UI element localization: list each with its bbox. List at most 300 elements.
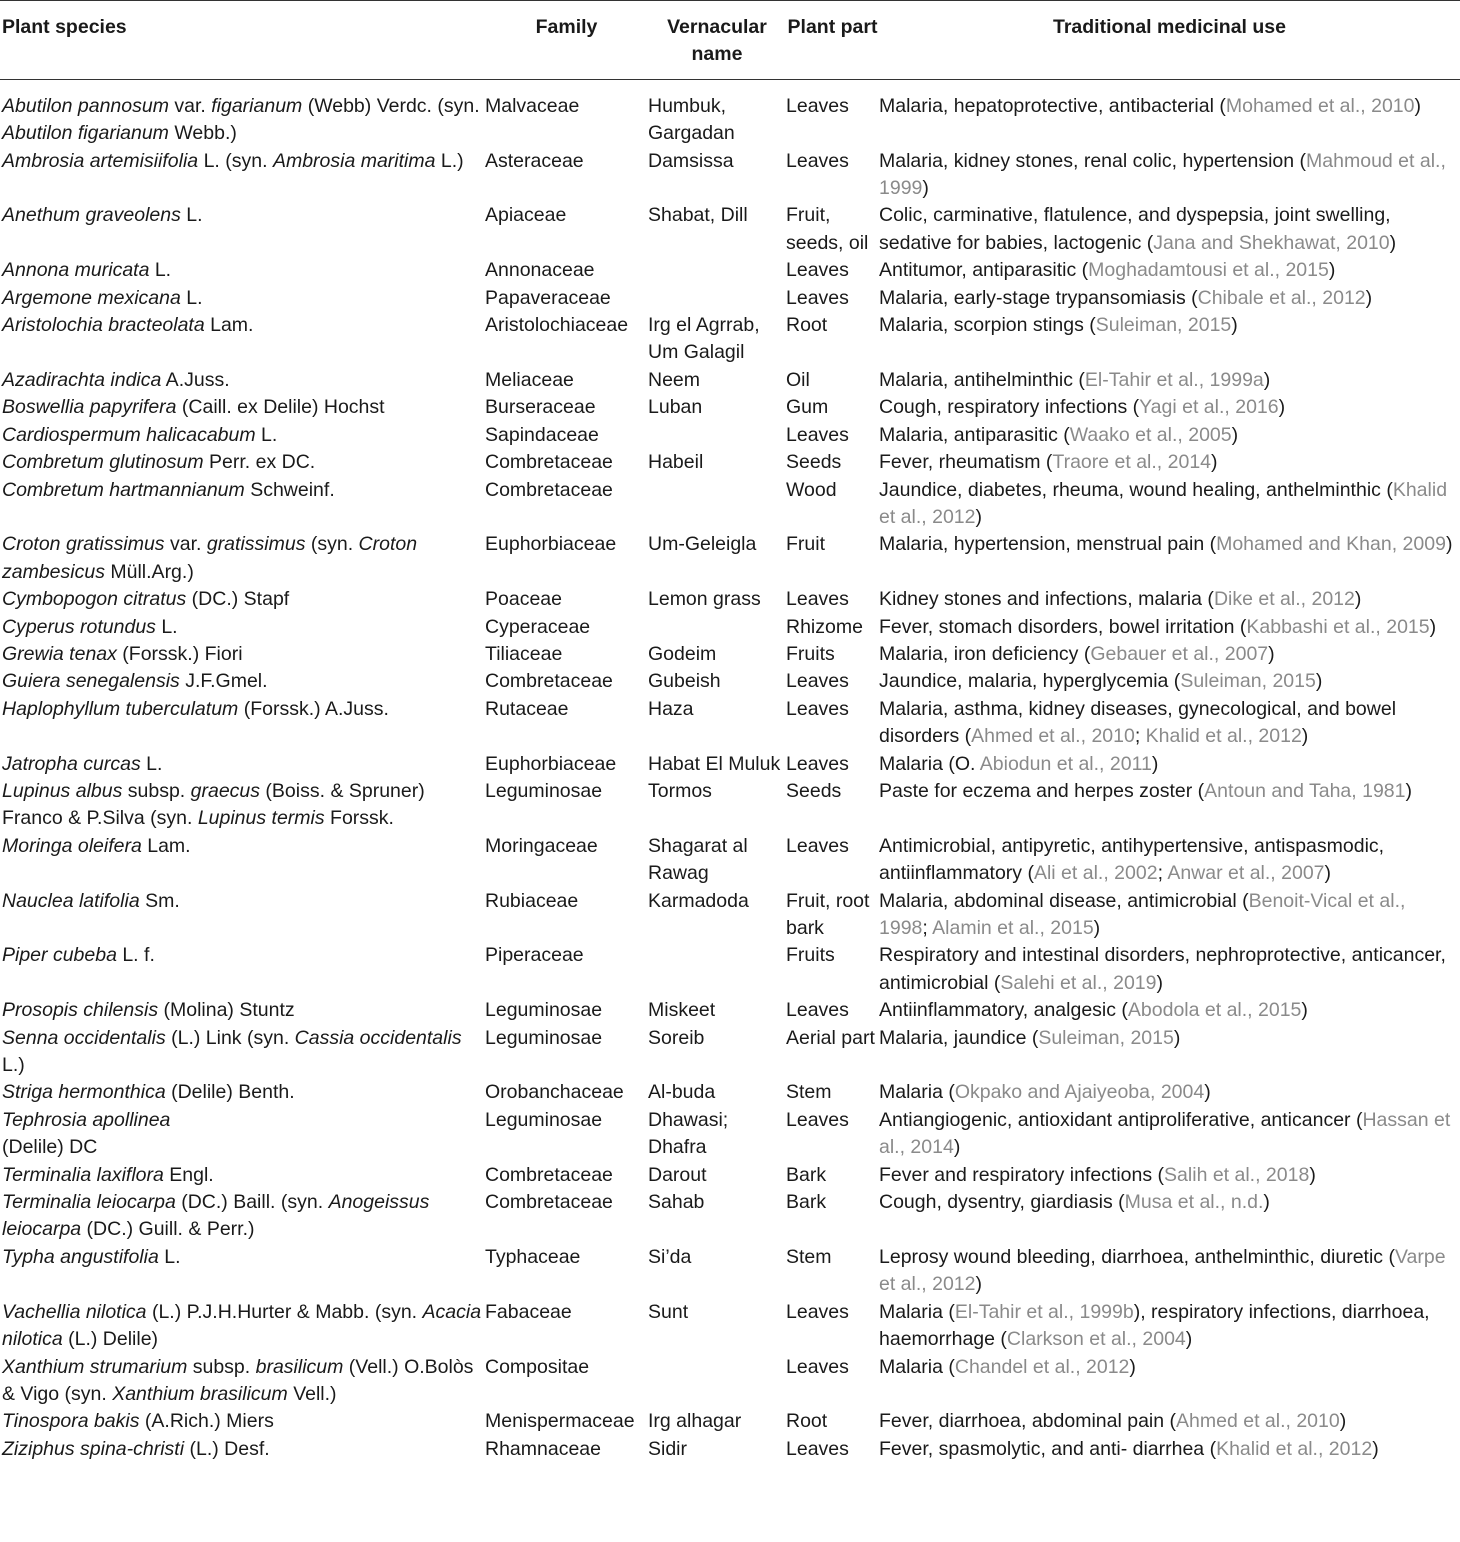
vernacular-name-cell: Damsissa	[648, 149, 734, 172]
plant-species-cell	[0, 614, 485, 641]
table-row	[0, 312, 1460, 367]
traditional-use-cell	[879, 531, 1460, 586]
family-cell: Papaveraceae	[485, 286, 611, 309]
plant-species-cell	[0, 257, 485, 284]
family-cell: Rhamnaceae	[485, 1437, 601, 1460]
italic-name: figarianum	[211, 94, 303, 117]
family-cell: Compositae	[485, 1355, 590, 1378]
text-fragment: (A.Rich.) Miers	[139, 1410, 274, 1433]
vernacular-name-cell: Sunt	[648, 1300, 689, 1323]
family-cell: Piperaceae	[485, 944, 584, 967]
italic-name: Anethum graveolens	[2, 204, 181, 227]
text-fragment: )	[1405, 779, 1412, 802]
italic-name: Boswellia papyrifera	[2, 396, 177, 419]
traditional-use-cell	[879, 1244, 1460, 1299]
traditional-use-cell	[879, 79, 1460, 147]
traditional-use-cell	[879, 202, 1460, 257]
italic-name: Xanthium strumarium	[2, 1355, 188, 1378]
text-fragment: Malaria, asthma, kidney diseases, gynecological, and bowel disorders (	[879, 697, 1397, 748]
citation-link[interactable]: Gebauer et al., 2007	[1090, 642, 1269, 665]
table-row	[0, 1162, 1460, 1189]
family-cell: Apiaceae	[485, 204, 567, 227]
text-fragment: Malaria (	[879, 1355, 955, 1378]
table-row	[0, 1189, 1460, 1244]
citation-link[interactable]: Ahmed et al., 2010	[971, 725, 1135, 748]
family-cell: Leguminosae	[485, 1026, 603, 1049]
vernacular-name-cell: Irg alhagar	[648, 1410, 742, 1433]
text-fragment: Lam.	[204, 314, 254, 337]
text-fragment: )	[1301, 999, 1308, 1022]
vernacular-name-cell: Habeil	[648, 451, 704, 474]
text-fragment: Malaria, hypertension, menstrual pain (	[879, 533, 1217, 556]
plant-part-cell: Leaves	[786, 1108, 849, 1131]
citation-link[interactable]: Mahmoud et al., 1999	[879, 149, 1446, 200]
citation-link[interactable]: Mohamed and Khan, 2009	[1216, 533, 1446, 556]
table-row	[0, 751, 1460, 778]
citation-link[interactable]: Moghadamtousi et al., 2015	[1088, 259, 1329, 282]
citation-link[interactable]: Suleiman, 2015	[1038, 1026, 1174, 1049]
text-fragment: (Molina) Stuntz	[158, 999, 295, 1022]
family-cell: Asteraceae	[485, 149, 584, 172]
family-cell: Leguminosae	[485, 999, 603, 1022]
traditional-use-cell	[879, 614, 1460, 641]
family-cell: Poaceae	[485, 588, 562, 611]
plant-part-cell: Bark	[786, 1191, 827, 1214]
text-fragment: Malaria, antiparasitic (	[879, 423, 1070, 446]
text-fragment: )	[1204, 1081, 1211, 1104]
text-fragment: )	[1185, 1328, 1193, 1351]
citation-link[interactable]: Kabbashi et al., 2015	[1246, 615, 1430, 638]
vernacular-name-cell: Humbuk, Gargadan	[648, 94, 735, 145]
italic-name: Tinospora bakis	[2, 1410, 140, 1433]
text-fragment: )	[1429, 615, 1437, 638]
plant-part-cell: Leaves	[786, 259, 849, 282]
italic-name: Annona muricata	[2, 259, 150, 282]
plant-species-cell	[0, 285, 485, 312]
text-fragment: L.	[158, 1245, 181, 1268]
vernacular-name-cell: Godeim	[648, 642, 717, 665]
plant-species-cell	[0, 394, 485, 421]
text-fragment: (Caill. ex Delile) Hochst	[176, 396, 385, 419]
traditional-use-cell	[879, 367, 1460, 394]
family-cell: Menispermaceae	[485, 1410, 635, 1433]
text-fragment: )	[1339, 1410, 1347, 1433]
citation-link[interactable]: Musa et al., n.d.	[1124, 1191, 1264, 1214]
traditional-use-cell	[879, 586, 1460, 613]
plant-species-cell	[0, 1244, 485, 1299]
text-fragment: J.F.Gmel.	[179, 670, 268, 693]
italic-name: gratissimus	[206, 533, 306, 556]
table-row	[0, 614, 1460, 641]
citation-link[interactable]: Suleiman, 2015	[1095, 314, 1232, 337]
vernacular-name-cell: Karmadoda	[648, 889, 749, 912]
italic-name: Anogeissus leiocarpa	[2, 1191, 430, 1241]
table-row	[0, 257, 1460, 284]
family-cell: Combretaceae	[485, 478, 613, 501]
vernacular-name-cell: Haza	[648, 697, 694, 720]
text-fragment: )	[1151, 752, 1159, 775]
italic-name: Lupinus termis	[197, 807, 325, 830]
plant-species-cell	[0, 1354, 485, 1409]
italic-name: Jatropha curcas	[2, 752, 141, 775]
table-row	[0, 79, 1460, 147]
family-cell: Malvaceae	[485, 94, 580, 117]
italic-name: Moringa oleifera	[2, 834, 142, 857]
plant-species-cell	[0, 641, 485, 668]
citation-link[interactable]: Waako et al., 2005	[1069, 423, 1232, 446]
text-fragment: )	[1315, 670, 1323, 693]
citation-link[interactable]: Chandel et al., 2012	[954, 1355, 1130, 1378]
text-fragment: )	[1211, 451, 1218, 474]
citation-link[interactable]: Khalid et al., 2012	[1145, 725, 1302, 748]
italic-name: Combretum glutinosum	[2, 451, 204, 474]
text-fragment: Forssk.	[324, 807, 394, 830]
text-fragment: (DC.) Baill. (syn.	[175, 1191, 329, 1214]
text-fragment: )	[1129, 1355, 1136, 1378]
italic-name: Vachellia nilotica	[2, 1300, 147, 1323]
text-fragment: Engl.	[163, 1163, 214, 1186]
table-row	[0, 778, 1460, 833]
citation-link[interactable]: Abiodun et al., 2011	[979, 752, 1152, 775]
plant-species-cell	[0, 1025, 485, 1080]
vernacular-name-cell: Habat El Muluk	[648, 752, 781, 775]
text-fragment: Müll.Arg.)	[104, 560, 194, 583]
text-fragment: Malaria, jaundice (	[879, 1026, 1039, 1049]
plant-species-cell	[0, 833, 485, 888]
text-fragment: L.	[180, 204, 203, 227]
table-body	[0, 79, 1460, 1463]
traditional-use-cell	[879, 1354, 1460, 1409]
header-family: Family	[485, 1, 648, 80]
vernacular-name-cell: Gubeish	[648, 670, 721, 693]
traditional-use-cell	[879, 285, 1460, 312]
citation-link[interactable]: Jana and Shekhawat, 2010	[1153, 231, 1390, 254]
vernacular-name-cell	[648, 285, 786, 312]
citation-link[interactable]: Salih et al., 2018	[1164, 1163, 1310, 1186]
text-fragment: Antimicrobial, antipyretic, antihypertensive, antispasmodic, antiinflammatory (	[879, 834, 1385, 885]
table-row	[0, 1025, 1460, 1080]
plant-species-cell	[0, 586, 485, 613]
text-fragment: )	[1263, 368, 1271, 391]
text-fragment: Vell.)	[287, 1382, 337, 1405]
plant-part-cell: Leaves	[786, 1355, 849, 1378]
citation-link[interactable]: Suleiman, 2015	[1180, 670, 1316, 693]
vernacular-name-cell	[648, 477, 786, 532]
plant-part-cell: Leaves	[786, 1300, 849, 1323]
table-row	[0, 202, 1460, 257]
citation-link[interactable]: Antoun and Taha, 1981	[1204, 779, 1406, 802]
vernacular-name-cell: Si’da	[648, 1245, 692, 1268]
traditional-use-cell	[879, 751, 1460, 778]
text-fragment: L.	[149, 259, 172, 282]
text-fragment: Schweinf.	[244, 478, 335, 501]
plant-species-cell	[0, 312, 485, 367]
plant-part-cell: Leaves	[786, 286, 849, 309]
text-fragment: )	[1263, 1191, 1270, 1214]
text-fragment: Cough, respiratory infections (	[879, 396, 1140, 419]
text-fragment: (Forssk.) A.Juss.	[238, 697, 389, 720]
text-fragment: Lam.	[141, 834, 191, 857]
text-fragment: Paste for eczema and herpes zoster (	[879, 779, 1205, 802]
text-fragment: Fever, diarrhoea, abdominal pain (	[879, 1410, 1177, 1433]
table-row	[0, 148, 1460, 203]
italic-name: Terminalia laxiflora	[2, 1163, 164, 1186]
italic-name: Azadirachta indica	[2, 368, 162, 391]
italic-name: Typha angustifolia	[2, 1245, 159, 1268]
plant-species-cell	[0, 1436, 485, 1463]
text-fragment: ;	[1157, 862, 1168, 885]
text-fragment: (Forssk.) Fiori	[116, 642, 243, 665]
citation-link[interactable]: Anwar et al., 2007	[1167, 862, 1325, 885]
citation-link[interactable]: Dike et al., 2012	[1213, 588, 1355, 611]
traditional-use-cell	[879, 1436, 1460, 1463]
family-cell: Meliaceae	[485, 368, 574, 391]
table-row	[0, 422, 1460, 449]
plant-species-cell	[0, 888, 485, 943]
traditional-use-cell	[879, 257, 1460, 284]
family-cell: Euphorbiaceae	[485, 533, 617, 556]
family-cell: Fabaceae	[485, 1300, 572, 1323]
text-fragment: L.)	[2, 1054, 25, 1077]
family-cell: Combretaceae	[485, 1163, 613, 1186]
text-fragment: )	[922, 177, 929, 200]
text-fragment: ), respiratory infections, diarrhoea, haemorrhage (	[879, 1300, 1430, 1351]
text-fragment: (DC.) Stapf	[186, 588, 290, 611]
plant-part-cell: Stem	[786, 1081, 832, 1104]
text-fragment: )	[1372, 1437, 1379, 1460]
citation-link[interactable]: Benoit-Vical et al., 1998	[879, 889, 1406, 939]
table-row	[0, 586, 1460, 613]
plant-part-cell: Wood	[786, 478, 837, 501]
plant-species-cell	[0, 1079, 485, 1106]
italic-name: brasilicum	[255, 1355, 344, 1378]
text-fragment: )	[1268, 642, 1275, 665]
plant-part-cell: Fruit, seeds, oil	[786, 204, 869, 254]
vernacular-name-cell	[648, 257, 786, 284]
italic-name: Tephrosia apollinea	[2, 1108, 171, 1131]
plant-species-cell	[0, 1408, 485, 1435]
text-fragment: (Delile) Benth.	[165, 1081, 295, 1104]
citation-link[interactable]: Khalid et al., 2012	[879, 478, 1448, 528]
table-row	[0, 449, 1460, 476]
family-cell: Annonaceae	[485, 259, 595, 282]
citation-link[interactable]: Khalid et al., 2012	[1216, 1437, 1373, 1460]
traditional-use-cell	[879, 888, 1460, 943]
family-cell: Orobanchaceae	[485, 1081, 624, 1104]
citation-link[interactable]: Mohamed et al., 2010	[1225, 94, 1415, 117]
text-fragment: (Boiss. & Spruner) Franco & P.Silva (syn.	[2, 779, 425, 830]
italic-name: Terminalia leiocarpa	[2, 1191, 176, 1214]
traditional-use-cell	[879, 1107, 1460, 1162]
plant-part-cell: Leaves	[786, 999, 849, 1022]
italic-name: Prosopis chilensis	[2, 999, 159, 1022]
citation-link[interactable]: El-Tahir et al., 1999a	[1084, 368, 1264, 391]
text-fragment: Malaria, antihelminthic (	[879, 368, 1085, 391]
plant-part-cell: Leaves	[786, 588, 849, 611]
plant-part-cell: Leaves	[786, 670, 849, 693]
traditional-use-cell	[879, 1189, 1460, 1244]
traditional-use-cell	[879, 312, 1460, 367]
table-row	[0, 367, 1460, 394]
italic-name: Combretum hartmannianum	[2, 478, 245, 501]
header-traditional-use: Traditional medicinal use	[879, 1, 1460, 80]
family-cell: Sapindaceae	[485, 423, 599, 446]
text-fragment: L.	[180, 286, 203, 309]
table-row	[0, 696, 1460, 751]
text-fragment: )	[1301, 725, 1309, 748]
italic-name: Aristolochia bracteolata	[2, 314, 205, 337]
text-fragment: Cough, dysentry, giardiasis (	[879, 1191, 1125, 1214]
traditional-use-cell	[879, 778, 1460, 833]
family-cell: Moringaceae	[485, 834, 598, 857]
traditional-use-cell	[879, 1299, 1460, 1354]
plant-part-cell: Fruit	[786, 533, 825, 556]
italic-name: Abutilon pannosum	[2, 94, 169, 117]
plant-part-cell: Leaves	[786, 1437, 849, 1460]
vernacular-name-cell: Sahab	[648, 1191, 705, 1214]
citation-link[interactable]: Alamin et al., 2015	[932, 917, 1094, 939]
family-cell: Cyperaceae	[485, 615, 591, 638]
italic-name: Abutilon figarianum	[2, 122, 169, 145]
vernacular-name-cell: Darout	[648, 1163, 707, 1186]
citation-link[interactable]: Hassan et al., 2014	[879, 1108, 1451, 1159]
vernacular-name-cell: Lemon grass	[648, 588, 761, 611]
text-fragment: Colic, carminative, flatulence, and dyspepsia, joint swelling, sedative for babies, lactogenic (	[879, 204, 1391, 254]
traditional-use-cell	[879, 696, 1460, 751]
vernacular-name-cell: Shabat, Dill	[648, 204, 748, 227]
header-plant-part: Plant part	[786, 1, 879, 80]
text-fragment: Jaundice, diabetes, rheuma, wound healing, anthelminthic (	[879, 478, 1393, 501]
plant-species-cell	[0, 751, 485, 778]
plant-part-cell: Fruits	[786, 642, 835, 665]
plant-part-cell: Leaves	[786, 697, 849, 720]
citation-link[interactable]: Varpe et al., 2012	[879, 1245, 1446, 1296]
text-fragment: Fever, spasmolytic, and anti- diarrhea (	[879, 1437, 1217, 1460]
traditional-use-cell	[879, 394, 1460, 421]
table-row	[0, 997, 1460, 1024]
text-fragment: Malaria (	[879, 1081, 955, 1104]
text-fragment: subsp.	[122, 779, 191, 802]
family-cell: Rubiaceae	[485, 889, 579, 912]
text-fragment: Perr. ex DC.	[203, 451, 316, 474]
citation-link[interactable]: Okpako and Ajaiyeoba, 2004	[954, 1081, 1205, 1104]
text-fragment: )	[1093, 917, 1101, 939]
vernacular-name-cell: Soreib	[648, 1026, 705, 1049]
plant-part-cell: Fruit, root bark	[786, 889, 870, 939]
citation-link[interactable]: Ahmed et al., 2010	[1176, 1410, 1340, 1433]
text-fragment: Sm.	[139, 889, 180, 912]
citation-link[interactable]: El-Tahir et al., 1999b	[954, 1300, 1134, 1323]
plant-species-cell	[0, 696, 485, 751]
text-fragment: )	[1445, 533, 1453, 556]
traditional-use-cell	[879, 449, 1460, 476]
vernacular-name-cell: Tormos	[648, 779, 712, 802]
italic-name: Piper cubeba	[2, 944, 117, 967]
traditional-use-cell	[879, 148, 1460, 203]
traditional-use-cell	[879, 997, 1460, 1024]
traditional-use-cell	[879, 668, 1460, 695]
text-fragment: Respiratory and intestinal disorders, nephroprotective, anticancer, antimicrobial (	[879, 944, 1446, 994]
citation-link[interactable]: Salehi et al., 2019	[1000, 971, 1157, 994]
text-fragment: Jaundice, malaria, hyperglycemia (	[879, 670, 1181, 693]
plant-part-cell: Aerial part	[786, 1026, 875, 1049]
text-fragment: Malaria (O.	[879, 752, 980, 775]
citation-link[interactable]: Traore et al., 2014	[1052, 451, 1212, 474]
table-row	[0, 1244, 1460, 1299]
traditional-use-cell	[879, 477, 1460, 532]
text-fragment: Malaria, iron deficiency (	[879, 642, 1091, 665]
table-row	[0, 394, 1460, 421]
plant-species-cell	[0, 942, 485, 997]
table-row	[0, 477, 1460, 532]
italic-name: Argemone mexicana	[2, 286, 181, 309]
vernacular-name-cell	[648, 942, 786, 997]
citation-link[interactable]: Abodola et al., 2015	[1127, 999, 1302, 1022]
plant-part-cell: Seeds	[786, 451, 842, 474]
italic-name: Croton gratissimus	[2, 533, 165, 556]
vernacular-name-cell	[648, 614, 786, 641]
traditional-use-cell	[879, 833, 1460, 888]
italic-name: Guiera senegalensis	[2, 670, 180, 693]
vernacular-name-cell: Shagarat al Rawag	[648, 834, 748, 885]
text-fragment: ;	[1134, 725, 1146, 748]
text-fragment: )	[1354, 588, 1362, 611]
italic-name: Haplophyllum tuberculatum	[2, 697, 239, 720]
text-fragment: )	[1328, 259, 1336, 282]
text-fragment: Fever and respiratory infections (	[879, 1163, 1165, 1186]
table-header	[0, 1, 1460, 80]
traditional-use-cell	[879, 1025, 1460, 1080]
citation-link[interactable]: Yagi et al., 2016	[1139, 396, 1279, 419]
traditional-use-cell	[879, 641, 1460, 668]
text-fragment: Antiinflammatory, analgesic (	[879, 999, 1128, 1022]
text-fragment: )	[975, 1273, 982, 1296]
vernacular-name-cell: Al-buda	[648, 1081, 716, 1104]
family-cell: Combretaceae	[485, 1191, 613, 1214]
text-fragment: Malaria, kidney stones, renal colic, hypertension (	[879, 149, 1307, 172]
table-row	[0, 888, 1460, 943]
vernacular-name-cell: Neem	[648, 368, 701, 391]
text-fragment: )	[953, 1136, 961, 1159]
text-fragment: L.	[155, 615, 178, 638]
plant-part-cell: Rhizome	[786, 615, 863, 638]
table-row	[0, 668, 1460, 695]
traditional-use-cell	[879, 422, 1460, 449]
plant-species-cell	[0, 422, 485, 449]
plant-species-cell	[0, 148, 485, 203]
text-fragment: (Webb) Verdc. (syn.	[302, 94, 480, 117]
family-cell: Leguminosae	[485, 1108, 603, 1131]
text-fragment: Fever, rheumatism (	[879, 451, 1053, 474]
text-fragment: Fever, stomach disorders, bowel irritation (	[879, 615, 1247, 638]
citation-link[interactable]: Ali et al., 2002	[1033, 862, 1158, 885]
text-fragment: (L.) Link (syn.	[165, 1026, 295, 1049]
vernacular-name-cell: Dhawasi; Dhafra	[648, 1108, 729, 1159]
text-fragment: subsp.	[187, 1355, 256, 1378]
plant-species-cell	[0, 531, 485, 586]
text-fragment: var.	[164, 533, 207, 556]
vernacular-name-cell: Luban	[648, 396, 703, 419]
vernacular-name-cell: Irg el Agrrab, Um Galagil	[648, 314, 760, 364]
family-cell: Burseraceae	[485, 396, 596, 419]
header-row	[0, 1, 1460, 80]
plant-part-cell: Leaves	[786, 752, 849, 775]
italic-name: Cyperus rotundus	[2, 615, 156, 638]
citation-link[interactable]: Chibale et al., 2012	[1197, 286, 1366, 309]
italic-name: Senna occidentalis	[2, 1026, 166, 1049]
citation-link[interactable]: Clarkson et al., 2004	[1006, 1328, 1186, 1351]
plant-species-cell	[0, 668, 485, 695]
